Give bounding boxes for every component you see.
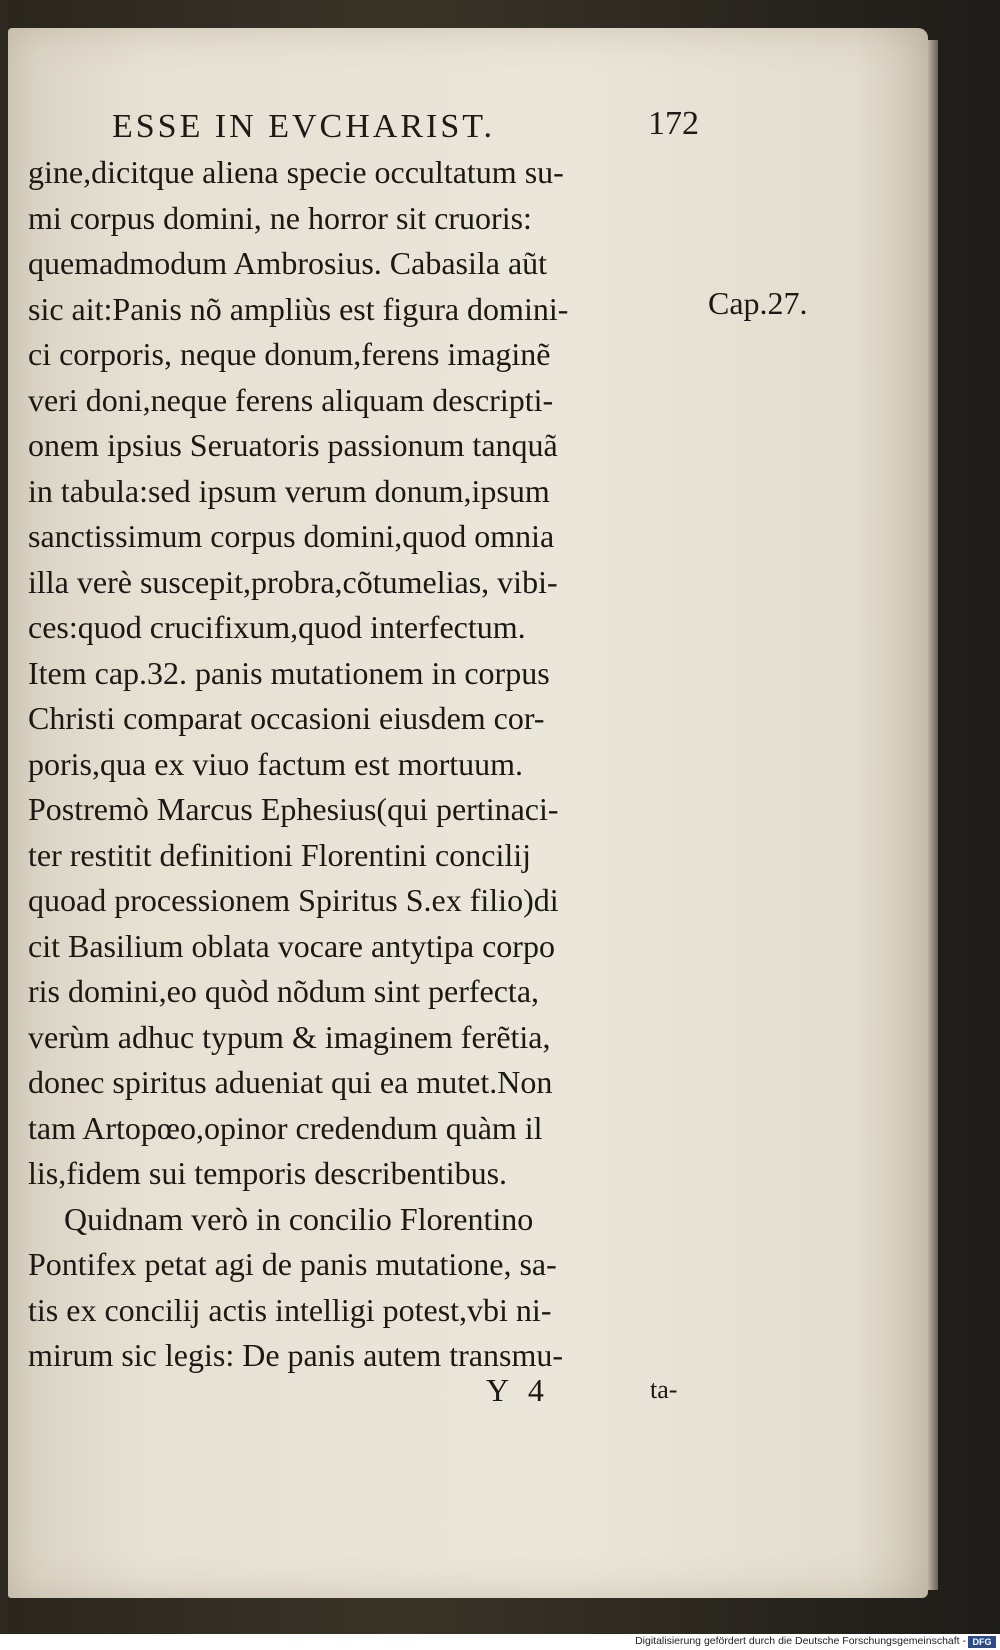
- text-line: cit Basilium oblata vocare antytipa corpo: [28, 927, 555, 964]
- book-spine: [0, 0, 8, 1650]
- text-line: ter restitit definitioni Florentini concilij: [28, 836, 532, 873]
- body-text: [28, 150, 728, 1379]
- text-line: mi corpus domini, ne horror sit cruoris:: [28, 199, 532, 236]
- text-line: ces:quod crucifixum,quod interfectum.: [28, 609, 526, 645]
- text-line: poris,qua ex viuo factum est mortuum.: [28, 745, 524, 782]
- text-line: donec spiritus adueniat qui ea mutet.Non: [28, 1064, 553, 1100]
- text-line: Postremò Marcus Ephesius(qui pertinaci-: [28, 791, 559, 827]
- text-line: ris domini,eo quòd nõdum sint perfecta,: [28, 973, 540, 1009]
- folio-number: 172: [648, 105, 699, 142]
- text-line: tis ex concilij actis intelligi potest,vbi ni-: [28, 1291, 552, 1328]
- text-line: verùm adhuc typum & imaginem ferẽtia,: [28, 1018, 551, 1055]
- running-head: ESSE IN EVCHARIST.: [112, 108, 495, 145]
- text-line: Christi comparat occasioni eiusdem cor-: [28, 700, 545, 736]
- text-line: onem ipsius Seruatoris passionum tanquã: [28, 427, 558, 463]
- text-line: quemadmodum Ambrosius. Cabasila aũt: [28, 245, 548, 281]
- text-line: ci corporis, neque donum,ferens imaginẽ: [28, 336, 551, 372]
- text-line: sanctissimum corpus domini,quod omnia: [28, 518, 555, 554]
- text-line: mirum sic legis: De panis autem transmu-: [28, 1337, 563, 1373]
- text-line: Item cap.32. panis mutationem in corpus: [28, 654, 550, 691]
- page-edge: [928, 40, 938, 1590]
- text-line: lis,fidem sui temporis describentibus.: [28, 1155, 508, 1191]
- text-line: in tabula:sed ipsum verum donum,ipsum: [28, 472, 550, 509]
- text-line: sic ait:Panis nõ ampliùs est figura domini-: [28, 290, 569, 327]
- text-line: quoad processionem Spiritus S.ex filio)di: [28, 882, 559, 918]
- text-line: gine,dicitque aliena specie occultatum su-: [28, 154, 564, 190]
- footer-credit: Digitalisierung gefördert durch die Deutsche Forschungsgemeinschaft -: [635, 1635, 966, 1647]
- signature-mark: Y 4: [486, 1372, 550, 1408]
- catchword: ta-: [650, 1375, 678, 1404]
- text-line: illa verè suscepit,probra,cõtumelias, vibi-: [28, 563, 558, 600]
- paragraph-start-line: Quidnam verò in concilio Florentino: [64, 1200, 534, 1237]
- dfg-logo-icon: DFG: [968, 1636, 996, 1648]
- text-line: Pontifex petat agi de panis mutatione, sa-: [28, 1246, 557, 1282]
- marginal-note: Cap.27.: [708, 285, 808, 321]
- text-line: tam Artopœo,opinor credendum quàm il: [28, 1109, 543, 1146]
- text-line: veri doni,neque ferens aliquam descripti-: [28, 381, 554, 418]
